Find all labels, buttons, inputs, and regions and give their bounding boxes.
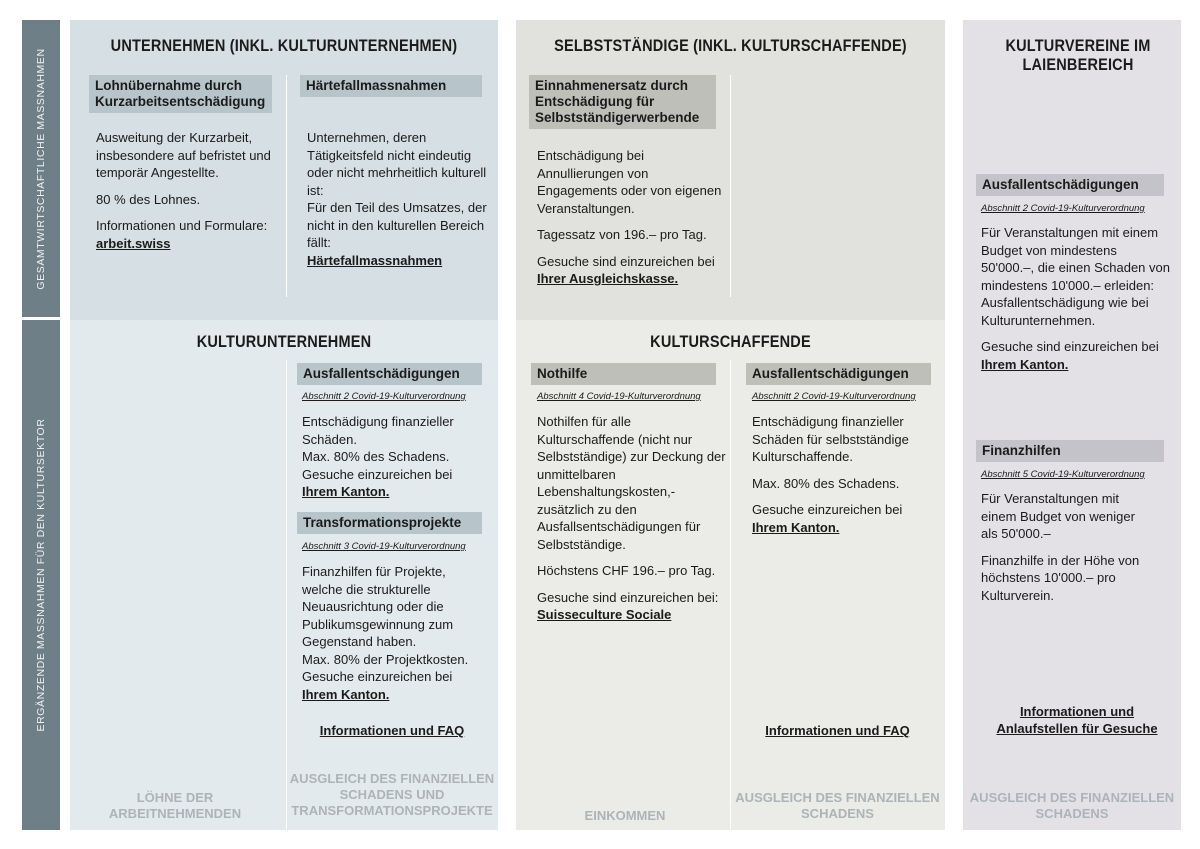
ks-ausfall-p3: Gesuche einzureichen bei xyxy=(752,502,903,517)
haerte-p1: Unternehmen, deren Tätigkeitsfeld nicht eindeutig oder nicht mehrheitlich kulturell ist: xyxy=(307,130,487,198)
ku-ausfall-p1: Entschädigung finanzieller Schäden. xyxy=(302,414,454,447)
ku-ausfall-p3: Gesuche einzureichen bei xyxy=(302,466,453,482)
ku-ausfall-header: Ausfallentschädigungen xyxy=(297,363,482,385)
haertefall-link[interactable]: Härtefallmassnahmen xyxy=(307,252,443,268)
haerte-p2: Für den Teil des Umsatzes, der nicht in den kulturellen Bereich fällt: xyxy=(307,200,487,250)
divider xyxy=(730,360,731,830)
haerte-text xyxy=(307,129,487,269)
divider xyxy=(286,75,287,297)
nothilfe-p2: Höchstens CHF 196.– pro Tag. xyxy=(537,563,716,578)
finanz-header: Finanzhilfen xyxy=(976,440,1164,462)
nothilfe-p3: Gesuche sind einzureichen bei: xyxy=(537,589,719,605)
col2-foot-right: AUSGLEICH DES FINANZIELLEN SCHADENS xyxy=(735,790,940,821)
col2-foot-left: EINKOMMEN xyxy=(584,808,666,823)
kv-ausfall-p1: Für Veranstaltungen mit einem Budget von mindestens 50'000.–, die einen Schaden von mindestens 10'000.– erleiden: Ausfallentschädigung wie bei Kulturunternehmen. xyxy=(981,225,1170,328)
lohn-p1: Ausweitung der Kurzarbeit, insbesondere auf befristet und temporär Angestellte. xyxy=(96,130,271,180)
kv-ausfall-ref: Abschnitt 2 Covid-19-Kulturverordnung xyxy=(981,203,1145,214)
col2-title: SELBSTSTÄNDIGE (INKL. KULTURSCHAFFENDE) xyxy=(554,37,907,55)
ersatz-p2: Tagessatz von 196.– pro Tag. xyxy=(537,227,707,242)
sidebar-top-label: GESAMTWIRTSCHAFTLICHE MASSNAHMEN xyxy=(35,47,47,290)
finanz-p2: Finanzhilfe in der Höhe von höchstens 10'000.– pro Kulturverein. xyxy=(981,552,1140,603)
col1-faq-link[interactable]: Informationen und FAQ xyxy=(319,723,465,738)
trans-kanton-link[interactable]: Ihrem Kanton. xyxy=(302,686,390,702)
col1-title: UNTERNEHMEN (INKL. KULTURUNTERNEHMEN) xyxy=(110,37,458,55)
ks-ausfall-p1: Entschädigung finanzieller Schäden für selbstständige Kulturschaffende. xyxy=(752,414,909,464)
kv-ausfall-p2: Gesuche sind einzureichen bei xyxy=(981,339,1159,354)
ks-ausfall-text xyxy=(752,413,932,536)
trans-ref: Abschnitt 3 Covid-19-Kulturverordnung xyxy=(302,541,466,552)
arbeit-swiss-link[interactable]: arbeit.swiss xyxy=(96,235,171,251)
nothilfe-header: Nothilfe xyxy=(531,363,716,385)
col3-foot: AUSGLEICH DES FINANZIELLEN SCHADENS xyxy=(969,790,1175,821)
lohn-text xyxy=(96,129,281,252)
finanz-text xyxy=(981,490,1151,604)
haerte-header: Härtefallmassnahmen xyxy=(300,75,482,97)
finanz-p1: Für Veranstaltungen mit einem Budget von weniger als 50'000.– xyxy=(981,491,1135,541)
lohn-header: Lohnübernahme durch Kurzarbeitsentschädigung xyxy=(89,75,272,113)
trans-p1: Finanzhilfen für Projekte, welche die strukturelle Neuausrichtung oder die Publikumsgewinnung zum Gegenstand haben. xyxy=(302,564,454,649)
ersatz-header: Einnahmenersatz durch Entschädigung für Selbstständigerwerbende xyxy=(529,75,716,129)
ks-ausfall-header: Ausfallentschädigungen xyxy=(746,363,931,385)
ersatz-text xyxy=(537,147,727,288)
lohn-p3: Informationen und Formulare: xyxy=(96,218,268,233)
trans-p3: Gesuche einzureichen bei xyxy=(302,669,453,684)
ks-ausfall-p2: Max. 80% des Schadens. xyxy=(752,475,900,491)
nothilfe-text xyxy=(537,413,727,624)
ks-ausfall-kanton-link[interactable]: Ihrem Kanton. xyxy=(752,519,840,535)
ausgleichskasse-link[interactable]: Ihrer Ausgleichskasse. xyxy=(537,271,679,286)
col1-foot-left: LÖHNE DER ARBEITNEHMENDEN xyxy=(108,790,242,821)
ku-ausfall-kanton-link[interactable]: Ihrem Kanton. xyxy=(302,484,390,499)
finanz-ref: Abschnitt 5 Covid-19-Kulturverordnung xyxy=(981,469,1145,480)
col3-title: KULTURVEREINE IM LAIENBEREICH xyxy=(1005,37,1151,74)
kv-ausfall-kanton-link[interactable]: Ihrem Kanton. xyxy=(981,356,1069,372)
col1-subtitle: KULTURUNTERNEHMEN xyxy=(196,333,372,351)
col3-info-link[interactable]: Informationen und Anlaufstellen für Gesuche xyxy=(996,704,1158,736)
nothilfe-p1: Nothilfen für alle Kulturschaffende (nicht nur Selbstständige) zur Deckung der unmittelbaren Lebenshaltungskosten,- zusätzlich zu den Ausfallsentschädigungen für Selbstständige. xyxy=(537,414,726,552)
ks-ausfall-ref: Abschnitt 2 Covid-19-Kulturverordnung xyxy=(752,391,916,402)
col1-foot-right: AUSGLEICH DES FINANZIELLEN SCHADENS UND TRANSFORMATIONSPROJEKTE xyxy=(289,771,495,818)
ersatz-p1: Entschädigung bei Annullierungen von Engagements oder von eigenen Veranstaltungen. xyxy=(537,148,722,216)
trans-text xyxy=(302,563,482,703)
kv-ausfall-text xyxy=(981,224,1171,373)
trans-p2: Max. 80% der Projektkosten. xyxy=(302,651,469,667)
lohn-p2: 80 % des Lohnes. xyxy=(96,191,201,207)
ku-ausfall-ref: Abschnitt 2 Covid-19-Kulturverordnung xyxy=(302,391,466,402)
ku-ausfall-text xyxy=(302,413,487,501)
ersatz-p3: Gesuche sind einzureichen bei xyxy=(537,253,715,269)
divider xyxy=(286,360,287,830)
sidebar-top xyxy=(22,20,60,317)
trans-header: Transformationsprojekte xyxy=(297,512,482,534)
sidebar-bottom-label: ERGÄNZENDE MASSNAHMEN FÜR DEN KULTURSEKTOR xyxy=(35,418,47,732)
col2-subtitle: KULTURSCHAFFENDE xyxy=(650,333,811,351)
suisseculture-link[interactable]: Suisseculture Sociale xyxy=(537,607,672,622)
kv-ausfall-header: Ausfallentschädigungen xyxy=(976,174,1164,196)
divider xyxy=(730,75,731,297)
nothilfe-ref: Abschnitt 4 Covid-19-Kulturverordnung xyxy=(537,391,701,402)
col2-faq-link[interactable]: Informationen und FAQ xyxy=(765,723,910,738)
sidebar-bottom xyxy=(22,320,60,830)
ku-ausfall-p2: Max. 80% des Schadens. xyxy=(302,449,450,464)
